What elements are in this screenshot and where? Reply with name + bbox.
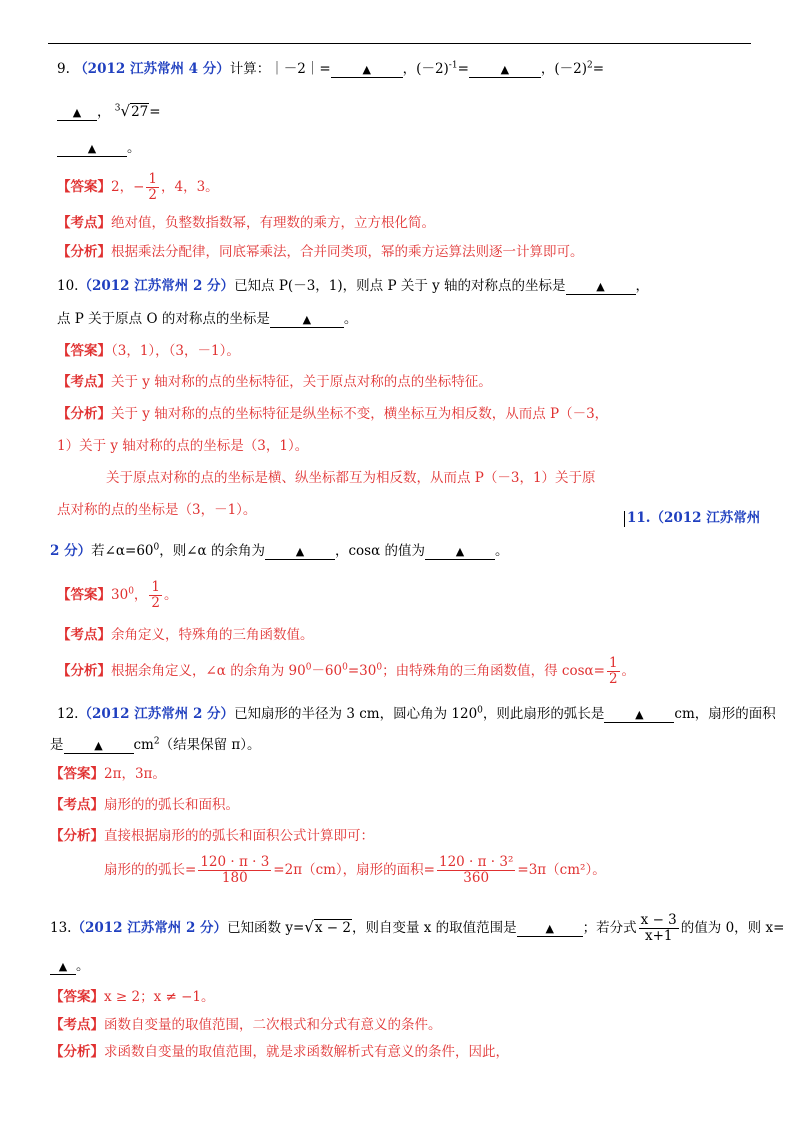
q10-analysis-4: 点对称的点的坐标是（3，－1）。 bbox=[57, 502, 257, 518]
analysis-tag: 【分析】 bbox=[57, 663, 111, 679]
q10-answer: 【答案】（3，1），（3，－1）。 bbox=[57, 343, 240, 359]
q10-line-2: 点 P 关于原点 O 的对称点的坐标是 ▲ 。 bbox=[57, 311, 358, 327]
radicand: 27 bbox=[131, 104, 149, 120]
point-tag: 【考点】 bbox=[57, 374, 111, 390]
radicand: x − 2 bbox=[314, 920, 351, 936]
q13-answer: 【答案】x ≥ 2；x ≠ −1。 bbox=[50, 989, 215, 1005]
question-number: 12. bbox=[57, 706, 79, 722]
analysis-tag: 【分析】 bbox=[57, 406, 111, 422]
answer-tag: 【答案】 bbox=[57, 343, 111, 359]
answer-blank: ▲ bbox=[469, 62, 541, 78]
q11-header: 11.（2012 江苏常州 bbox=[624, 509, 760, 527]
answer-blank: ▲ bbox=[566, 279, 636, 295]
answer-blank: ▲ bbox=[57, 141, 127, 157]
answer-blank: ▲ bbox=[331, 62, 403, 78]
point-tag: 【考点】 bbox=[57, 627, 111, 643]
answer-blank: ▲ bbox=[265, 544, 335, 560]
question-source: （2012 江苏常州 2 分） bbox=[78, 706, 235, 722]
q12-analysis: 【分析】直接根据扇形的的弧长和面积公式计算即可： bbox=[50, 828, 374, 844]
question-text: 已知点 P(－3，1)，则点 P 关于 y 轴的对称点的坐标是 bbox=[234, 278, 566, 294]
question-text: 计算：｜－2｜= bbox=[229, 61, 331, 77]
fraction: $\frac{1}{2}$ bbox=[151, 579, 161, 611]
point-tag: 【考点】 bbox=[50, 797, 104, 813]
answer-blank: ▲ bbox=[57, 105, 97, 121]
answer-tag: 【答案】 bbox=[57, 587, 111, 603]
analysis-tag: 【分析】 bbox=[50, 1044, 104, 1060]
q11-answer: 【答案】$30^0$， $\frac{1}{2}$ 。 bbox=[57, 579, 178, 611]
q9-point: 【考点】绝对值，负整数指数幂，有理数的乘方，立方根化简。 bbox=[57, 215, 435, 231]
answer-blank: ▲ bbox=[270, 312, 344, 328]
point-tag: 【考点】 bbox=[50, 1017, 104, 1033]
q10-point: 【考点】关于 y 轴对称的点的坐标特征，关于原点对称的点的坐标特征。 bbox=[57, 374, 492, 390]
analysis-tag: 【分析】 bbox=[57, 244, 111, 260]
answer-blank: ▲ bbox=[64, 738, 134, 754]
q11-point: 【考点】余角定义，特殊角的三角函数值。 bbox=[57, 627, 314, 643]
question-source: （2012 江苏常州 4 分） bbox=[74, 61, 230, 77]
fraction: $\frac{1}{2}$ bbox=[608, 655, 618, 687]
text-cursor bbox=[624, 511, 625, 527]
fraction: $\frac{1}{2}$ bbox=[148, 171, 157, 203]
question-text: 点 P 关于原点 O 的对称点的坐标是 bbox=[57, 311, 270, 327]
q12-point: 【考点】扇形的的弧长和面积。 bbox=[50, 797, 239, 813]
point-tag: 【考点】 bbox=[57, 215, 111, 231]
answer-blank: ▲ bbox=[50, 959, 76, 975]
q11-analysis: 【分析】根据余角定义，∠α 的余角为 $90^0-60^0=30^0$；由特殊角的三角函数值，得 cosα= $\frac{1}{2}$ 。 bbox=[57, 655, 636, 687]
analysis-tag: 【分析】 bbox=[50, 828, 104, 844]
answer-blank: ▲ bbox=[517, 921, 583, 937]
answer-tag: 【答案】 bbox=[50, 766, 104, 782]
fraction: $\frac{\text{120 · π · 3²}}{360}$ bbox=[439, 854, 514, 886]
q12-formula: 扇形的的弧长= $\frac{120 \cdot \pi \cdot 3}{180}$ =2π（cm），扇形的面积= $\frac{\text{120 · π · 3²}}{360}$ =3π（cm²）。 bbox=[104, 854, 606, 886]
q12-line: 12.（2012 江苏常州 2 分）已知扇形的半径为 3 cm，圆心角为 $120^0$，则此扇形的弧长是 ▲ cm，扇形的面积 bbox=[57, 705, 776, 722]
q10-analysis-2: 1）关于 y 轴对称的点的坐标是（3，1）。 bbox=[57, 438, 309, 454]
q13-line: 13.（2012 江苏常州 2 分）已知函数 y=√x − 2，则自变量 x 的取值范围是 ▲ ；若分式 $\frac{x - 3}{x+1}$ 的值为 0，则 x= bbox=[50, 912, 785, 944]
answer-blank: ▲ bbox=[425, 544, 495, 560]
q13-line-2: ▲ 。 bbox=[50, 957, 90, 975]
q9-line: 9. （2012 江苏常州 4 分）计算：｜－2｜= ▲ ，$(-2)^{-1}=$ ▲ ，$(-2)^2=$ bbox=[57, 60, 605, 77]
header-rule bbox=[48, 43, 751, 44]
q10-line: 10.（2012 江苏常州 2 分）已知点 P(－3，1)，则点 P 关于 y 轴的对称点的坐标是 ▲ ， bbox=[57, 278, 650, 294]
q9-line-3: ▲ 。 bbox=[57, 139, 141, 157]
q9-answer: 【答案】2，− $\frac{1}{2}$ ，4，3。 bbox=[57, 171, 219, 203]
question-number: 9. bbox=[57, 61, 70, 77]
q12-line-2: 是 ▲ $cm^2$（结果保留 π）。 bbox=[50, 736, 261, 753]
answer-tag: 【答案】 bbox=[57, 179, 111, 195]
question-number: 13. bbox=[50, 920, 72, 936]
q13-point: 【考点】函数自变量的取值范围，二次根式和分式有意义的条件。 bbox=[50, 1017, 442, 1033]
question-number: 10. bbox=[57, 278, 79, 294]
q9-analysis: 【分析】根据乘法分配律，同底幂乘法，合并同类项，幂的乘方运算法则逐一计算即可。 bbox=[57, 244, 584, 260]
fraction: $\frac{120 \cdot \pi \cdot 3}{180}$ bbox=[200, 854, 270, 886]
root-index: 3 bbox=[114, 103, 121, 114]
question-source: （2012 江苏常州 2 分） bbox=[71, 920, 228, 936]
q10-analysis: 【分析】关于 y 轴对称的点的坐标特征是纵坐标不变，横坐标互为相反数，从而点 P（－3， bbox=[57, 406, 609, 422]
answer-blank: ▲ bbox=[604, 707, 674, 723]
answer-tag: 【答案】 bbox=[50, 989, 104, 1005]
question-source: 2 分） bbox=[50, 543, 92, 559]
q12-answer: 【答案】2π，3π。 bbox=[50, 766, 166, 782]
q10-analysis-3: 关于原点对称的点的坐标是横、纵坐标都互为相反数，从而点 P（－3，1）关于原 bbox=[106, 470, 596, 486]
q11-line: 2 分）若$\angle\alpha=60^0$，则∠α 的余角为 ▲ ，cosα 的值为 ▲ 。 bbox=[50, 542, 509, 559]
question-source: （2012 江苏常州 2 分） bbox=[78, 278, 235, 294]
q9-line-2: ▲ ， $^3$√27= bbox=[57, 102, 161, 121]
q13-analysis: 【分析】求函数自变量的取值范围，就是求函数解析式有意义的条件，因此， bbox=[50, 1044, 509, 1060]
fraction: $\frac{x - 3}{x+1}$ bbox=[640, 912, 677, 944]
